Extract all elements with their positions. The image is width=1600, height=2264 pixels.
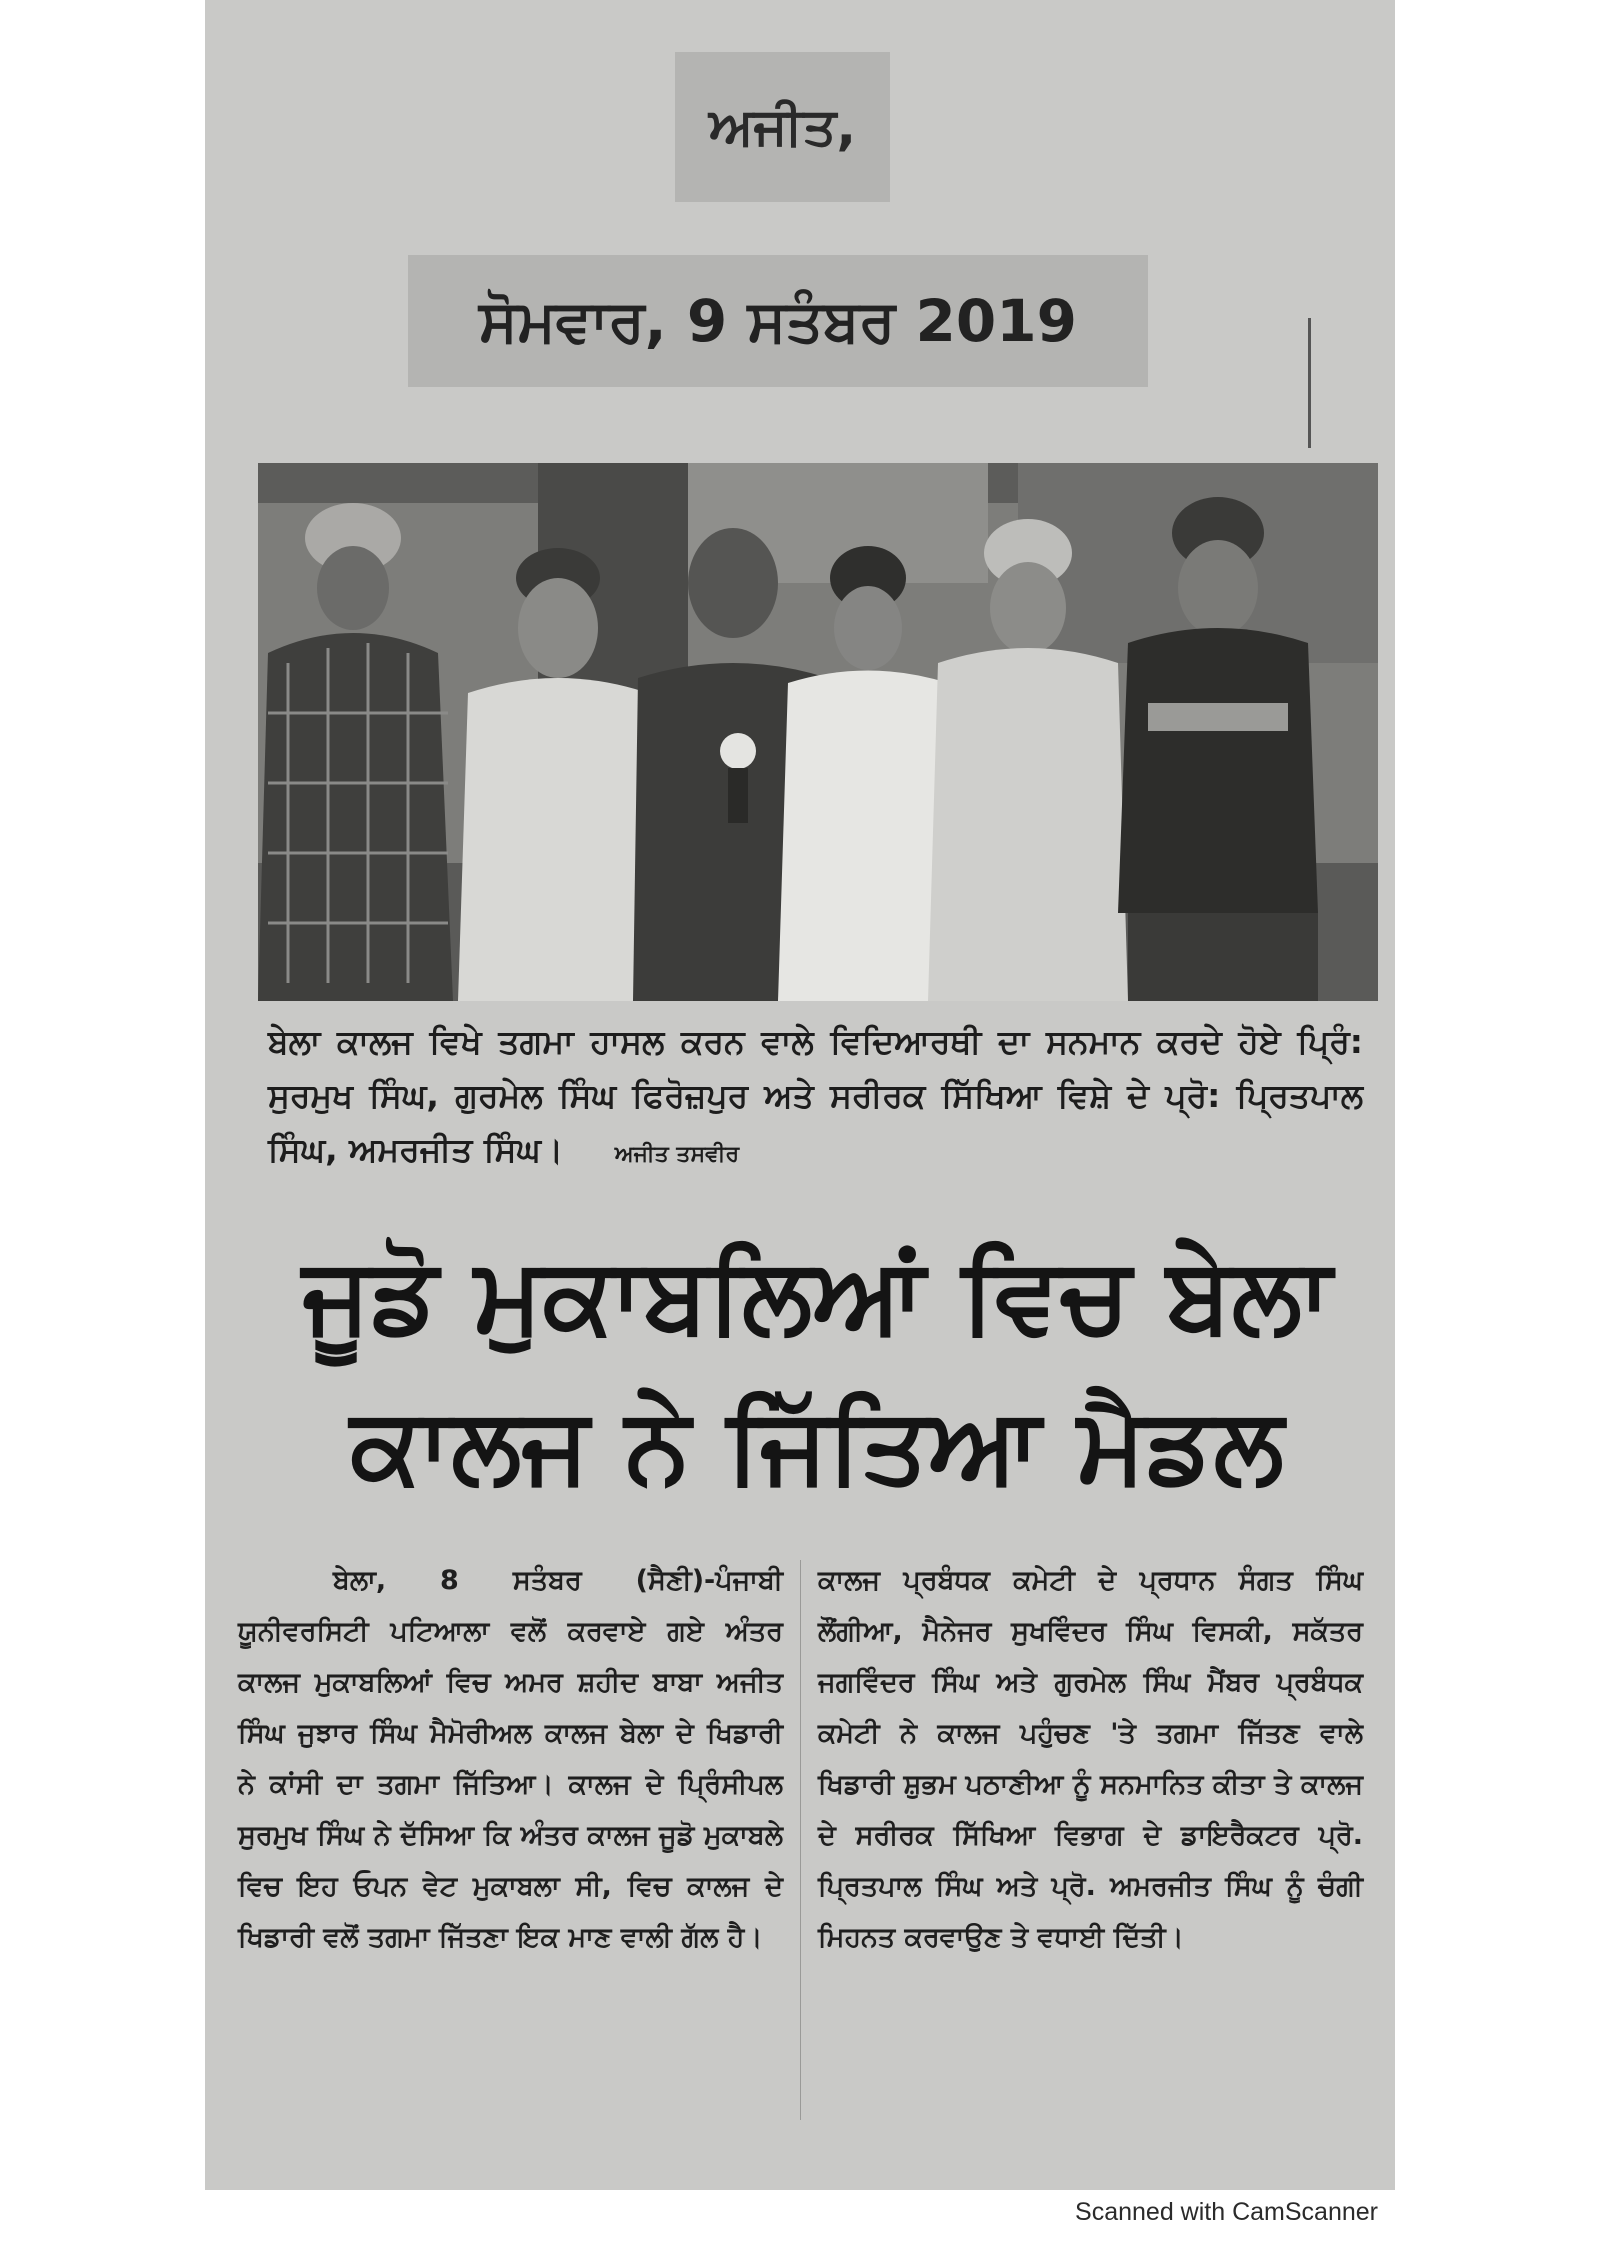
article-body-1: ਪੰਜਾਬੀ ਯੂਨੀਵਰਸਿਟੀ ਪਟਿਆਲਾ ਵਲੋਂ ਕਰਵਾਏ ਗਏ ਅੰਤਰ ਕਾਲਜ ਮੁਕਾਬਲਿਆਂ ਵਿਚ ਅਮਰ ਸ਼ਹੀਦ ਬਾਬਾ ਅਜੀਤ ਸਿੰਘ ਜੁਝਾਰ ਸਿੰਘ ਮੈਮੋਰੀਅਲ ਕਾਲਜ ਬੇਲਾ ਦੇ ਖਿਡਾਰੀ ਨੇ ਕਾਂਸੀ ਦਾ ਤਗਮਾ ਜਿੱਤਿਆ। ਕਾਲਜ ਦੇ ਪ੍ਰਿੰਸੀਪਲ ਸੁਰਮੁਖ ਸਿੰਘ ਨੇ ਦੱਸਿਆ ਕਿ ਅੰਤਰ ਕਾਲਜ ਜੂਡੋ ਮੁਕਾਬਲੇ ਵਿਚ ਇਹ ਓਪਨ ਵੇਟ ਮੁਕਾਬਲਾ ਸੀ, ਵਿਚ ਕਾਲਜ ਦੇ ਖਿਡਾਰੀ ਵਲੋਂ ਤਗਮਾ ਜਿੱਤਣਾ ਇਕ ਮਾਣ ਵਾਲੀ ਗੱਲ ਹੈ। — [238, 1565, 783, 1953]
photo-credit: ਅਜੀਤ ਤਸਵੀਰ — [614, 1142, 740, 1167]
scanner-watermark: Scanned with CamScanner — [1075, 2198, 1378, 2226]
news-photo — [258, 463, 1378, 1001]
publication-date: ਸੋਮਵਾਰ, 9 ਸਤੰਬਰ 2019 — [408, 255, 1148, 387]
scan-edge-mark — [1308, 318, 1311, 448]
caption-text: ਬੇਲਾ ਕਾਲਜ ਵਿਖੇ ਤਗਮਾ ਹਾਸਲ ਕਰਨ ਵਾਲੇ ਵਿਦਿਆਰਥੀ ਦਾ ਸਨਮਾਨ ਕਰਦੇ ਹੋਏ ਪ੍ਰਿੰ: ਸੁਰਮੁਖ ਸਿੰਘ, ਗੁਰਮੇਲ ਸਿੰਘ ਫਿਰੋਜ਼ਪੁਰ ਅਤੇ ਸਰੀਰਕ ਸਿੱਖਿਆ ਵਿਸ਼ੇ ਦੇ ਪ੍ਰੋ: ਪ੍ਰਿਤਪਾਲ ਸਿੰਘ, ਅਮਰਜੀਤ ਸਿੰਘ। — [268, 1022, 1363, 1169]
article-body-2: ਕਾਲਜ ਪ੍ਰਬੰਧਕ ਕਮੇਟੀ ਦੇ ਪ੍ਰਧਾਨ ਸੰਗਤ ਸਿੰਘ ਲੌਂਗੀਆ, ਮੈਨੇਜਰ ਸੁਖਵਿੰਦਰ ਸਿੰਘ ਵਿਸਕੀ, ਸਕੱਤਰ ਜਗਵਿੰਦਰ ਸਿੰਘ ਅਤੇ ਗੁਰਮੇਲ ਸਿੰਘ ਮੈਂਬਰ ਪ੍ਰਬੰਧਕ ਕਮੇਟੀ ਨੇ ਕਾਲਜ ਪਹੁੰਚਣ 'ਤੇ ਤਗਮਾ ਜਿੱਤਣ ਵਾਲੇ ਖਿਡਾਰੀ ਸ਼ੁਭਮ ਪਠਾਣੀਆ ਨੂੰ ਸਨਮਾਨਿਤ ਕੀਤਾ ਤੇ ਕਾਲਜ ਦੇ ਸਰੀਰਕ ਸਿੱਖਿਆ ਵਿਭਾਗ ਦੇ ਡਾਇਰੈਕਟਰ ਪ੍ਰੋ. ਪ੍ਰਿਤਪਾਲ ਸਿੰਘ ਅਤੇ ਪ੍ਰੋ. ਅਮਰਜੀਤ ਸਿੰਘ ਨੂੰ ਚੰਗੀ ਮਿਹਨਤ ਕਰਵਾਉਣ ਤੇ ਵਧਾਈ ਦਿੱਤੀ। — [818, 1565, 1363, 1953]
column-divider — [800, 1560, 801, 2120]
headline-line-2: ਕਾਲਜ ਨੇ ਜਿੱਤਿਆ ਮੈਡਲ — [350, 1384, 1284, 1506]
newspaper-masthead: ਅਜੀਤ, — [675, 52, 890, 202]
photo-caption — [268, 1015, 1363, 1185]
article-dateline: ਬੇਲਾ, 8 ਸਤੰਬਰ (ਸੈਣੀ)- — [333, 1565, 716, 1596]
article-column-1 — [238, 1555, 783, 2135]
article-headline — [262, 1220, 1372, 1550]
headline-line-1: ਜੂਡੋ ਮੁਕਾਬਲਿਆਂ ਵਿਚ ਬੇਲਾ — [302, 1234, 1332, 1356]
article-column-2 — [818, 1555, 1363, 2135]
